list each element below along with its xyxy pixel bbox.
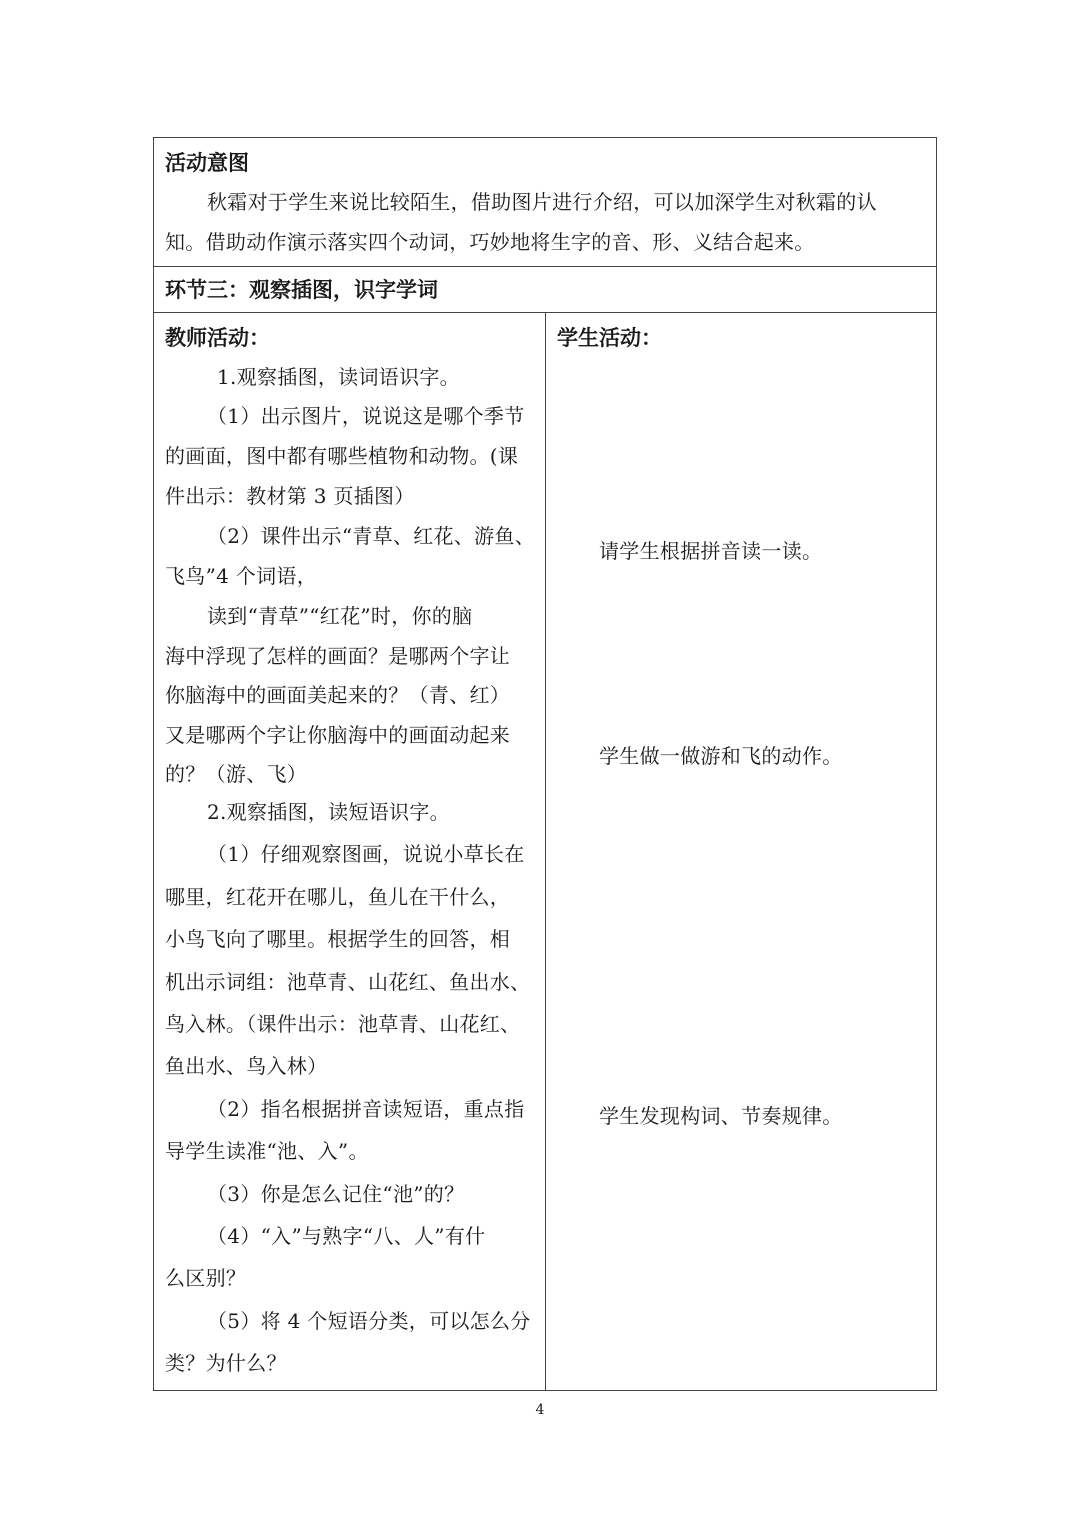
teacher-activity-line: 鱼出水、鸟入林） <box>165 1054 328 1078</box>
teacher-activity-line: （2）课件出示“青草、红花、游鱼、 <box>207 524 536 548</box>
teacher-activity-line: （3）你是怎么记住“池”的？ <box>207 1182 465 1206</box>
teacher-activity-line: 读到“青草”“红花”时，你的脑 <box>207 604 473 628</box>
teacher-activity-line: 导学生读准“池、入”。 <box>165 1139 369 1163</box>
activity-intent-text-line: 秋霜对于学生来说比较陌生，借助图片进行介绍，可以加深学生对秋霜的认 <box>207 190 877 214</box>
teacher-activity-line: 你脑海中的画面美起来的？（青、红） <box>165 683 511 707</box>
page-number: 4 <box>535 1402 545 1418</box>
section-title: 环节三：观察插图，识字学词 <box>165 277 438 302</box>
teacher-activity-line: 么区别？ <box>165 1266 247 1290</box>
teacher-activity-line: 类？为什么？ <box>165 1351 287 1375</box>
student-activity-heading: 学生活动： <box>557 325 662 350</box>
teacher-activity-line: （5）将 4 个短语分类，可以怎么分 <box>207 1309 531 1333</box>
activity-intent-heading: 活动意图 <box>165 150 249 175</box>
teacher-activity-line: 2.观察插图，读短语识字。 <box>207 800 450 824</box>
student-activity-line: 请学生根据拼音读一读。 <box>599 539 823 563</box>
teacher-activity-line: 小鸟飞向了哪里。根据学生的回答，相 <box>165 927 511 951</box>
teacher-activity-line: 又是哪两个字让你脑海中的画面动起来 <box>165 723 511 747</box>
teacher-activity-line: 哪里，红花开在哪儿，鱼儿在干什么， <box>165 885 511 909</box>
column-divider <box>545 313 546 1390</box>
teacher-activity-line: 件出示：教材第 3 页插图） <box>165 484 415 508</box>
activities-row <box>154 313 936 1390</box>
teacher-activity-line: （4）“入”与熟字“八、人”有什 <box>207 1224 486 1248</box>
lesson-plan-table <box>153 137 937 1391</box>
teacher-activity-line: 鸟入林。（课件出示：池草青、山花红、 <box>165 1012 521 1036</box>
teacher-activity-line: （2）指名根据拼音读短语，重点指 <box>207 1097 525 1121</box>
teacher-activity-line: 1.观察插图，读词语识字。 <box>217 365 460 389</box>
teacher-activity-line: （1）仔细观察图画，说说小草长在 <box>207 842 525 866</box>
teacher-activity-line: 的？（游、飞） <box>165 762 308 786</box>
teacher-activity-heading: 教师活动： <box>165 325 270 350</box>
teacher-activity-line: 海中浮现了怎样的画面？是哪两个字让 <box>165 644 511 668</box>
teacher-activity-line: 飞鸟”4 个词语， <box>165 564 318 588</box>
student-activity-line: 学生做一做游和飞的动作。 <box>599 744 843 768</box>
section-title-row <box>154 267 936 313</box>
teacher-activity-line: 的画面，图中都有哪些植物和动物。(课 <box>165 444 519 468</box>
activity-intent-section <box>154 138 936 267</box>
student-activity-line: 学生发现构词、节奏规律。 <box>599 1104 843 1128</box>
activity-intent-text-line: 知。借助动作演示落实四个动词，巧妙地将生字的音、形、义结合起来。 <box>165 230 815 254</box>
teacher-activity-line: 机出示词组：池草青、山花红、鱼出水、 <box>165 970 531 994</box>
teacher-activity-line: （1）出示图片，说说这是哪个季节 <box>207 404 525 428</box>
